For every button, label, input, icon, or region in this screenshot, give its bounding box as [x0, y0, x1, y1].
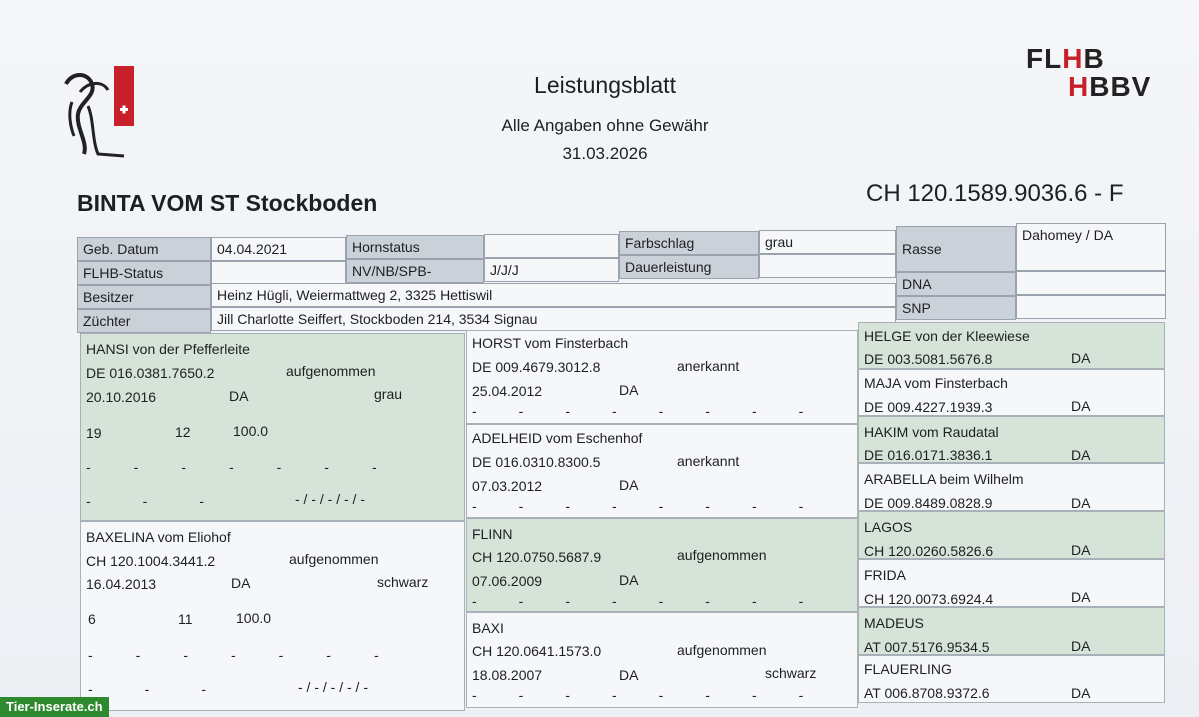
horse-id: CH 120.1589.9036.6 - F: [866, 180, 1124, 207]
grandparent-name: HORST vom Finsterbach: [472, 335, 629, 351]
dam-value-2: 11: [178, 611, 193, 627]
dam-color: schwarz: [377, 574, 429, 590]
zuechter-label: Züchter: [77, 309, 211, 333]
grandparent-breed: DA: [619, 572, 639, 588]
zuechter-value: Jill Charlotte Seiffert, Stockboden 214, 3534 Signau: [211, 307, 896, 331]
hornstatus-value: [484, 234, 619, 258]
dam-value-1: 6: [88, 611, 96, 627]
great-grandparent-name: LAGOS: [864, 519, 913, 535]
great-grandparent-breed: DA: [1071, 589, 1091, 605]
dna-label: DNA: [896, 272, 1016, 296]
sire-block: [80, 333, 465, 521]
grandparent-status: aufgenommen: [677, 642, 767, 658]
rasse-label: Rasse: [896, 226, 1016, 272]
grandparent-breed: DA: [619, 477, 639, 493]
swiss-herdbook-logo: [58, 62, 142, 162]
grandparent-name: FLINN: [472, 526, 513, 542]
great-grandparent-name: FRIDA: [864, 567, 906, 583]
sire-id: DE 016.0381.7650.2: [86, 365, 215, 381]
sire-dash-row-2: ---: [86, 493, 256, 509]
grandparent-color: schwarz: [765, 665, 817, 681]
grandparent-id: DE 016.0310.8300.5: [472, 454, 601, 470]
rasse-value: Dahomey / DA: [1016, 223, 1166, 271]
great-grandparent-id: DE 016.0171.3836.1: [864, 447, 993, 463]
grandparent-block: [466, 330, 858, 424]
nv-nb-spb-value: J/J/J: [484, 258, 619, 282]
hornstatus-label: Hornstatus: [346, 235, 484, 259]
great-grandparent-block: [858, 322, 1165, 369]
great-grandparent-block: [858, 559, 1165, 607]
great-grandparent-id: CH 120.0073.6924.4: [864, 591, 994, 607]
dam-name: BAXELINA vom Eliohof: [86, 529, 231, 545]
sire-value-2: 12: [175, 424, 191, 440]
dauerleistung-label: Dauerleistung: [619, 255, 759, 279]
besitzer-value: Heinz Hügli, Weiermattweg 2, 3325 Hettiswil: [211, 283, 896, 307]
great-grandparent-breed: DA: [1071, 638, 1091, 654]
great-grandparent-id: CH 120.0260.5826.6: [864, 543, 994, 559]
grandparent-dash-row: --------: [472, 687, 846, 703]
grandparent-id: CH 120.0641.1573.0: [472, 643, 602, 659]
great-grandparent-block: [858, 607, 1165, 655]
great-grandparent-block: [858, 655, 1165, 703]
dam-breed: DA: [231, 575, 251, 591]
grandparent-dash-row: --------: [472, 593, 846, 609]
great-grandparent-id: DE 009.8489.0828.9: [864, 495, 993, 511]
grandparent-id: DE 009.4679.3012.8: [472, 359, 601, 375]
disclaimer: Alle Angaben ohne Gewähr: [501, 116, 709, 135]
great-grandparent-name: ARABELLA beim Wilhelm: [864, 471, 1024, 487]
great-grandparent-name: MAJA vom Finsterbach: [864, 375, 1008, 391]
great-grandparent-breed: DA: [1071, 685, 1091, 701]
dam-value-3: 100.0: [236, 610, 272, 626]
flhb-hbbv-logo: FLHB HBBV: [1026, 43, 1152, 102]
sire-status: aufgenommen: [286, 363, 376, 379]
besitzer-label: Besitzer: [77, 285, 211, 309]
sire-name: HANSI von der Pfefferleite: [86, 341, 250, 357]
great-grandparent-id: AT 007.5176.9534.5: [864, 639, 990, 655]
grandparent-name: BAXI: [472, 620, 504, 636]
grandparent-date: 25.04.2012: [472, 383, 543, 399]
great-grandparent-id: DE 009.4227.1939.3: [864, 399, 993, 415]
grandparent-dash-row: --------: [472, 498, 846, 514]
great-grandparent-block: [858, 511, 1165, 559]
dam-dash-row: -------: [88, 647, 422, 663]
sire-date: 20.10.2016: [86, 389, 157, 405]
grandparent-date: 07.06.2009: [472, 573, 543, 589]
great-grandparent-block: [858, 369, 1165, 416]
geb-datum-value: 04.04.2021: [211, 237, 346, 261]
grandparent-status: anerkannt: [677, 453, 740, 469]
grandparent-block: [466, 424, 858, 518]
great-grandparent-breed: DA: [1071, 542, 1091, 558]
farbschlag-label: Farbschlag: [619, 231, 759, 255]
grandparent-block: [466, 612, 858, 708]
great-grandparent-breed: DA: [1071, 447, 1091, 463]
dauerleistung-value: [759, 254, 896, 278]
grandparent-status: anerkannt: [677, 358, 740, 374]
flhb-status-value: [211, 261, 346, 285]
sire-breed: DA: [229, 388, 249, 404]
dam-id: CH 120.1004.3441.2: [86, 553, 216, 569]
great-grandparent-name: HELGE von der Kleewiese: [864, 328, 1030, 344]
site-watermark[interactable]: Tier-Inserate.ch: [0, 697, 109, 717]
nv-nb-spb-label: NV/NB/SPB-: [346, 259, 484, 283]
grandparent-block: [466, 518, 858, 612]
great-grandparent-name: MADEUS: [864, 615, 924, 631]
grandparent-dash-row: --------: [472, 403, 846, 419]
dam-status: aufgenommen: [289, 551, 379, 567]
sire-value-3: 100.0: [233, 423, 269, 439]
great-grandparent-id: AT 006.8708.9372.6: [864, 685, 990, 701]
sire-dashes: - / - / - / - / -: [295, 491, 365, 507]
dam-date: 16.04.2013: [86, 576, 157, 592]
great-grandparent-breed: DA: [1071, 495, 1091, 511]
sire-value-1: 19: [86, 425, 102, 441]
farbschlag-value: grau: [759, 230, 896, 254]
great-grandparent-id: DE 003.5081.5676.8: [864, 351, 993, 367]
snp-label: SNP: [896, 296, 1016, 320]
great-grandparent-block: [858, 463, 1165, 511]
grandparent-breed: DA: [619, 667, 639, 683]
great-grandparent-name: FLAUERLING: [864, 661, 952, 677]
grandparent-name: ADELHEID vom Eschenhof: [472, 430, 643, 446]
dam-block: [80, 521, 465, 711]
grandparent-date: 18.08.2007: [472, 667, 543, 683]
dna-value: [1016, 271, 1166, 295]
dam-dashes: - / - / - / - / -: [298, 679, 368, 695]
grandparent-status: aufgenommen: [677, 547, 767, 563]
grandparent-date: 07.03.2012: [472, 478, 543, 494]
snp-value: [1016, 295, 1166, 319]
sire-dash-row: -------: [86, 459, 420, 475]
great-grandparent-name: HAKIM vom Raudatal: [864, 424, 999, 440]
horse-name: BINTA VOM ST Stockboden: [77, 190, 378, 216]
great-grandparent-breed: DA: [1071, 398, 1091, 414]
page-title: Leistungsblatt: [534, 72, 676, 98]
dam-dash-row-2: ---: [88, 681, 258, 697]
geb-datum-label: Geb. Datum: [77, 237, 211, 261]
great-grandparent-block: [858, 416, 1165, 463]
sire-color: grau: [374, 386, 403, 402]
great-grandparent-breed: DA: [1071, 350, 1091, 366]
document-date: 31.03.2026: [562, 144, 648, 163]
grandparent-id: CH 120.0750.5687.9: [472, 549, 602, 565]
grandparent-breed: DA: [619, 382, 639, 398]
flhb-status-label: FLHB-Status: [77, 261, 211, 285]
